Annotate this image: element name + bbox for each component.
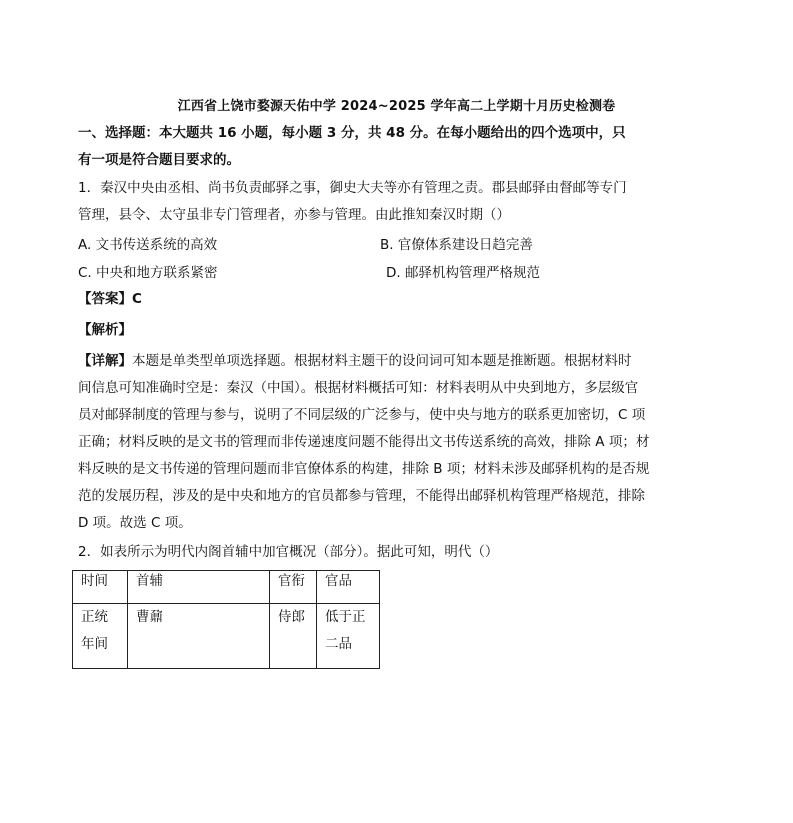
table-cell-rank [270,604,317,669]
q1-detail-line6: 范的发展历程，涉及的是中央和地方的官员都参与管理，不能得出邮驿机构管理严格规范，排除 [78,488,645,504]
q1-detail-line7: D 项。故选 C 项。 [78,515,192,531]
document-title: 江西省上饶市婺源天佑中学 2024~2025 学年高二上学期十月历史检测卷 [177,99,616,114]
table-cell-time [73,604,128,669]
table-cell-grade [317,604,380,669]
table-header-cell: 首辅 [128,571,270,604]
table-header-cell: 官衔 [270,571,317,604]
q1-stem-line2: 管理，县令、太守虽非专门管理者，亦参与管理。由此推知秦汉时期（） [78,207,510,223]
q1-detail-line5: 料反映的是文书传递的管理问题而非官僚体系的构建，排除 B 项；材料未涉及邮驿机构的是否规 [78,461,650,477]
q1-option-a: A. 文书传送系统的高效 [78,237,218,253]
q1-detail-line2: 间信息可知准确时空是：秦汉（中国）。根据材料概括可知：材料表明从中央到地方，多层级官 [78,380,639,396]
q1-option-c: C. 中央和地方联系紧密 [78,265,218,281]
table-header-cell: 官品 [317,571,380,604]
grade-line2: 二品 [325,636,352,652]
q1-analysis-heading [78,320,668,340]
time-line1: 正统 [81,609,108,625]
answer-label: 【答案】 [78,291,132,307]
section-header-line1: 一、选择题：本大题共 16 小题，每小题 3 分，共 48 分。在每小题给出的四个选项中，只 [78,125,626,141]
q1-option-b: B. 官僚体系建设日趋完善 [380,237,533,253]
q1-answer [78,289,668,309]
q1-stem-line1: 1．秦汉中央由丞相、尚书负责邮驿之事，御史大夫等亦有管理之责。郡县邮驿由督邮等专门 [78,180,627,196]
table-header-cell: 时间 [73,571,128,604]
officials-table [72,570,380,669]
q1-option-d: D. 邮驿机构管理严格规范 [386,265,540,281]
rank-text: 侍郎 [278,609,305,625]
section-header-line2: 有一项是符合题目要求的。 [78,152,240,168]
grade-line1: 低于正 [325,609,366,625]
q1-detail-line3: 员对邮驿制度的管理与参与，说明了不同层级的广泛参与，使中央与地方的联系更加密切，C 项 [78,407,646,423]
table-cell-name [128,604,270,669]
q1-detail-line1 [78,351,668,371]
analysis-label: 【解析】 [78,322,132,338]
time-line2: 年间 [81,636,108,652]
q1-detail-line4: 正确；材料反映的是文书的管理而非传递速度问题不能得出文书传送系统的高效，排除 A 项；材 [78,434,650,450]
answer-value: C [132,291,142,307]
table-header-row [73,571,380,604]
detail-label: 【详解】 [78,353,132,369]
detail-text-line1: 本题是单类型单项选择题。根据材料主题干的设问词可知本题是推断题。根据材料时 [132,353,632,369]
q2-stem: 2．如表所示为明代内阁首辅中加官概况（部分）。据此可知，明代（） [78,544,499,560]
name-text: 曹鼐 [136,609,163,625]
table-row [73,604,380,669]
